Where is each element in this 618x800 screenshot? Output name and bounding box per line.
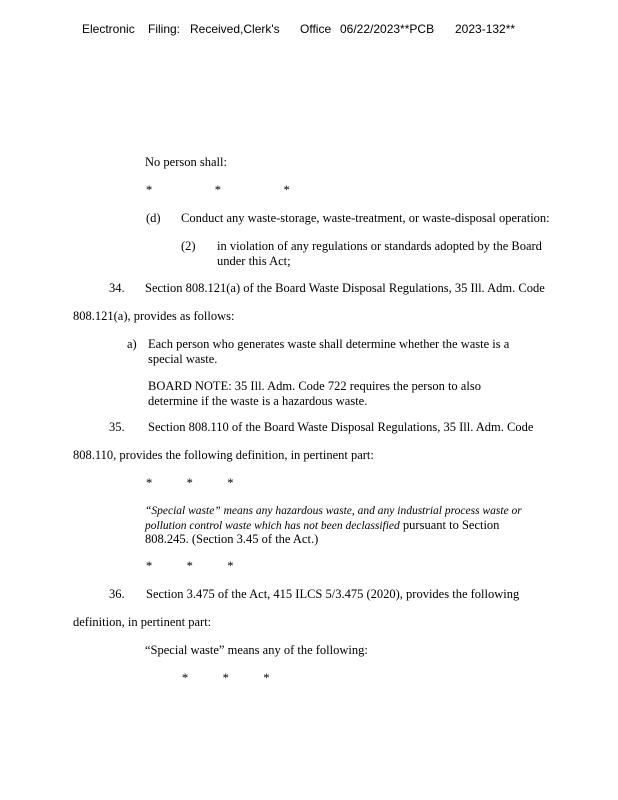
- definition-line3: 808.245. (Section 3.45 of the Act.): [145, 532, 319, 546]
- subsection-a-line1: Each person who generates waste shall determine whether the waste is a: [148, 337, 510, 351]
- paragraph-35-line1: Section 808.110 of the Board Waste Disposal Regulations, 35 Ill. Adm. Code: [148, 420, 534, 434]
- paragraph-36-line1: Section 3.475 of the Act, 415 ILCS 5/3.475 (2020), provides the following: [146, 587, 520, 601]
- ellipsis-stars: * * *: [146, 183, 290, 197]
- header-docket: 2023-132**: [455, 22, 516, 36]
- header-office: Office: [300, 22, 332, 36]
- item-2-label: (2): [181, 239, 196, 253]
- header-filing: Filing:: [148, 22, 181, 36]
- item-2-line2: under this Act;: [217, 254, 291, 268]
- header-received: Received,Clerk's: [190, 22, 280, 36]
- paragraph-36-line2: definition, in pertinent part:: [73, 615, 212, 629]
- paragraph-34-number: 34.: [109, 281, 125, 295]
- paragraph-36-number: 36.: [109, 587, 125, 601]
- board-note-line1: BOARD NOTE: 35 Ill. Adm. Code 722 requires the person to also: [148, 379, 481, 393]
- paragraph-34-line1: Section 808.121(a) of the Board Waste Disposal Regulations, 35 Ill. Adm. Code: [145, 281, 545, 295]
- header-electronic: Electronic: [82, 22, 135, 36]
- subsection-a-line2: special waste.: [148, 352, 218, 366]
- header-date: 06/22/2023**PCB: [340, 22, 435, 36]
- definition-line1: “Special waste” means any hazardous waste, and any industrial process waste or: [145, 505, 522, 517]
- special-waste-line: “Special waste” means any of the following:: [145, 643, 368, 657]
- board-note-line2: determine if the waste is a hazardous waste.: [148, 394, 368, 408]
- subsection-d-label: (d): [146, 211, 161, 225]
- definition-line2-italic: pollution control waste which has not been declassified: [145, 520, 400, 532]
- subsection-a-label: a): [127, 337, 137, 351]
- paragraph-35-number: 35.: [109, 420, 125, 434]
- ellipsis-stars-2: * * *: [146, 476, 234, 490]
- ellipsis-stars-3: * * *: [146, 559, 234, 573]
- ellipsis-stars-4: * * *: [182, 671, 270, 685]
- subsection-d-text: Conduct any waste-storage, waste-treatment, or waste-disposal operation:: [181, 211, 550, 225]
- paragraph-34-line2: 808.121(a), provides as follows:: [73, 309, 235, 323]
- item-2-line1: in violation of any regulations or standards adopted by the Board: [217, 239, 542, 253]
- definition-line2-rest: pursuant to Section: [399, 518, 500, 532]
- no-person-line: No person shall:: [145, 155, 227, 169]
- paragraph-35-line2: 808.110, provides the following definition, in pertinent part:: [73, 448, 374, 462]
